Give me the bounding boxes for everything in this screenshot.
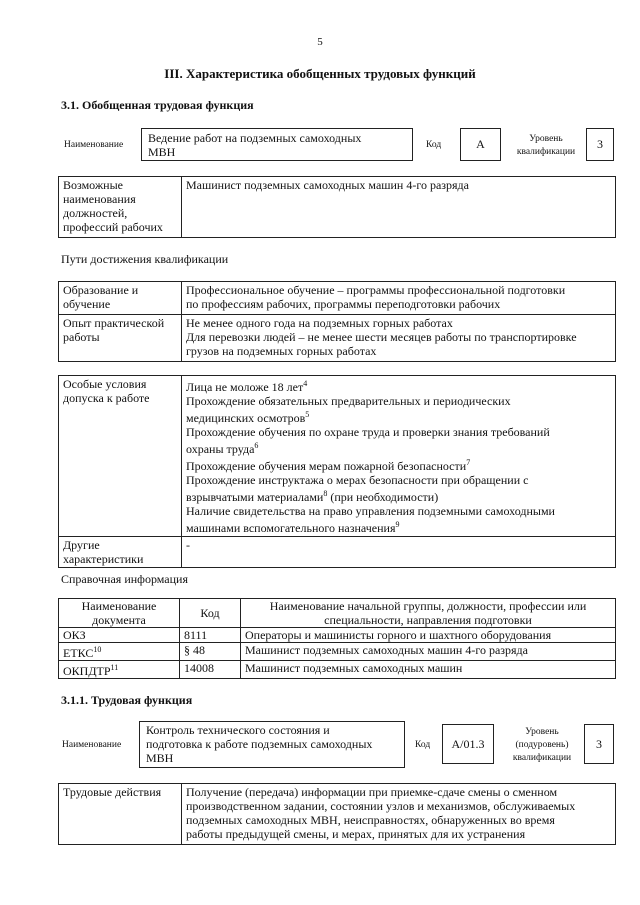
other-label-line: характеристики: [63, 552, 144, 566]
tf-name-line: Контроль технического состояния и: [146, 723, 330, 737]
condition-text: взрывчатыми материалами: [186, 490, 324, 504]
condition-text: Прохождение инструктажа о мерах безопасности при обращении с: [186, 473, 529, 487]
ref-col-name-line: Наименование начальной группы, должности, профессии или: [269, 599, 587, 613]
experience-label-line: работы: [63, 330, 100, 344]
ref-code: 8111: [180, 628, 241, 643]
paths-heading: Пути достижения квалификации: [61, 252, 229, 266]
ref-doc-text: ОКПДТР: [63, 664, 111, 678]
other-label: [59, 537, 182, 568]
table-row: [59, 628, 616, 643]
gtf-code-box: [460, 128, 501, 161]
reference-table: [58, 598, 616, 679]
gtf-name-line2: МВН: [148, 145, 176, 159]
condition-item: [186, 473, 611, 504]
actions-value-line: подземных самоходных МВН, неисправностях, обнаруженных во время: [186, 813, 555, 827]
tf-heading: 3.1.1. Трудовая функция: [61, 693, 193, 707]
actions-table: [58, 783, 616, 845]
condition-text: машинами вспомогательного назначения: [186, 521, 396, 535]
actions-value: [182, 784, 616, 845]
gtf-name-label: Наименование: [64, 140, 124, 150]
ref-doc: [59, 628, 180, 643]
ref-col-doc-line: Наименование: [81, 599, 157, 613]
ref-name: Машинист подземных самоходных машин: [241, 661, 616, 679]
condition-item: [186, 394, 611, 425]
condition-text: охраны труда: [186, 442, 255, 456]
ref-name: Машинист подземных самоходных машин 4-го разряда: [241, 643, 616, 661]
actions-value-line: производственном задании, состоянии узлов и механизмов, обслуживаемых: [186, 799, 576, 813]
gtf-name-box: [141, 128, 413, 161]
gtf-level-label: [506, 133, 586, 159]
positions-label-line: профессий рабочих: [63, 220, 163, 234]
conditions-label: [59, 376, 182, 537]
positions-label: [59, 177, 182, 238]
tf-code-value: А/01.3: [451, 737, 485, 751]
experience-value: [182, 315, 616, 362]
actions-value-line: Получение (передача) информации при приемке-сдаче смены о сменном: [186, 785, 558, 799]
condition-text: Наличие свидетельства на право управления подземными самоходными: [186, 504, 555, 518]
tf-level-label-line: (подуровень): [515, 740, 569, 750]
tf-name-line: МВН: [146, 751, 174, 765]
ref-col-doc: [59, 599, 180, 628]
gtf-level-value: 3: [597, 137, 603, 151]
table-row: [59, 643, 616, 661]
footnote-ref: 4: [303, 379, 308, 388]
footnote-ref: 9: [395, 520, 400, 529]
tf-level-value: 3: [596, 737, 602, 751]
experience-value-line: Не менее одного года на подземных горных работах: [186, 316, 453, 330]
ref-name: Операторы и машинисты горного и шахтного оборудования: [241, 628, 616, 643]
experience-label: [59, 315, 182, 362]
conditions-table: [58, 375, 616, 568]
condition-item: [186, 377, 611, 394]
footnote-ref: 5: [305, 410, 310, 419]
condition-text: Прохождение обязательных предварительных и периодических: [186, 394, 511, 408]
tf-level-box: [584, 724, 614, 764]
condition-item: [186, 456, 611, 473]
conditions-value: [182, 376, 616, 537]
ref-col-code: Код: [180, 599, 241, 628]
ref-doc: [59, 643, 180, 661]
page-number: 5: [317, 36, 323, 48]
footnote-ref: 10: [93, 645, 102, 654]
education-value-line: Профессиональное обучение – программы профессиональной подготовки: [186, 283, 566, 297]
education-label-line: Образование и: [63, 283, 139, 297]
footnote-ref: 11: [110, 663, 119, 672]
experience-value-line: Для перевозки людей – не менее шести месяцев работы по транспортировке: [186, 330, 577, 344]
actions-label: Трудовые действия: [59, 784, 182, 845]
experience-value-line: грузов на подземных горных работах: [186, 344, 377, 358]
ref-doc-text: ЕТКС: [63, 646, 94, 660]
gtf-name-line1: Ведение работ на подземных самоходных: [148, 131, 362, 145]
gtf-code-value: А: [476, 137, 485, 151]
condition-text: Прохождение обучения по охране труда и проверки знания требований: [186, 425, 550, 439]
tf-name-line: подготовка к работе подземных самоходных: [146, 737, 373, 751]
other-label-line: Другие: [63, 538, 100, 552]
reference-heading: Справочная информация: [61, 572, 188, 586]
tf-code-label: Код: [415, 740, 431, 750]
condition-text: медицинских осмотров: [186, 411, 306, 425]
tf-level-label-line: квалификации: [512, 753, 572, 763]
tf-code-box: [442, 724, 494, 764]
education-value: [182, 282, 616, 315]
positions-label-line: должностей,: [63, 206, 128, 220]
tf-level-label-line: Уровень: [525, 727, 559, 737]
tf-name-box: [139, 721, 405, 768]
other-value: -: [182, 537, 616, 568]
footnote-ref: 7: [466, 458, 471, 467]
education-value-line: по профессиям рабочих, программы переподготовки рабочих: [186, 297, 501, 311]
positions-label-line: наименования: [63, 192, 136, 206]
condition-item: [186, 425, 611, 456]
ref-col-name-line: специальности, направления подготовки: [324, 613, 532, 627]
paths-table: [58, 281, 616, 362]
ref-doc: [59, 661, 180, 679]
ref-code: 14008: [180, 661, 241, 679]
ref-col-doc-line: документа: [92, 613, 146, 627]
condition-text: (при необходимости): [327, 490, 439, 504]
footnote-ref: 8: [323, 489, 328, 498]
gtf-level-label-line2: квалификации: [516, 147, 576, 157]
positions-label-line: Возможные: [63, 178, 123, 192]
ref-col-name: [241, 599, 616, 628]
tf-name-label: Наименование: [62, 740, 122, 750]
gtf-level-box: [586, 128, 614, 161]
table-row: [59, 661, 616, 679]
gtf-heading: 3.1. Обобщенная трудовая функция: [61, 98, 254, 112]
education-label-line: обучение: [63, 297, 111, 311]
tf-level-label: [500, 726, 584, 765]
experience-label-line: Опыт практической: [63, 316, 165, 330]
ref-code: § 48: [180, 643, 241, 661]
condition-text: Прохождение обучения мерам пожарной безопасности: [186, 459, 467, 473]
condition-text: Лица не моложе 18 лет: [186, 380, 304, 394]
condition-item: [186, 504, 611, 535]
conditions-label-line: Особые условия: [63, 377, 147, 391]
education-label: [59, 282, 182, 315]
section-title: III. Характеристика обобщенных трудовых функций: [164, 66, 476, 81]
conditions-label-line: допуска к работе: [63, 391, 150, 405]
positions-table: [58, 176, 616, 238]
gtf-level-label-line1: Уровень: [529, 134, 563, 144]
positions-value: Машинист подземных самоходных машин 4-го разряда: [182, 177, 616, 238]
footnote-ref: 6: [254, 441, 259, 450]
actions-value-line: работы предыдущей смены, и мерах, принятых для их устранения: [186, 827, 526, 841]
gtf-code-label: Код: [426, 140, 442, 150]
ref-doc-text: ОКЗ: [63, 628, 86, 642]
